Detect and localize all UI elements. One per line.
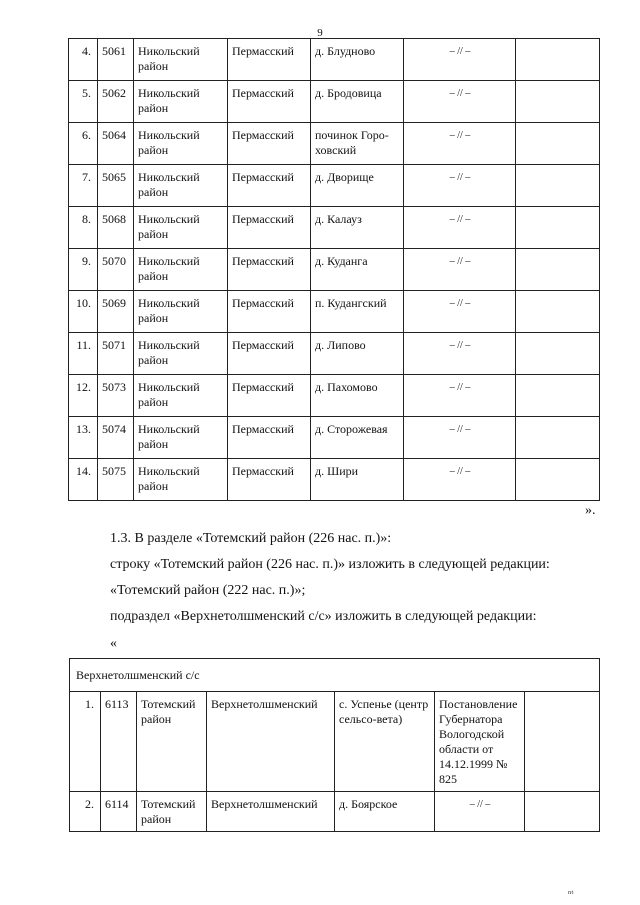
table-row (69, 81, 600, 123)
council-name: Пермасский (228, 333, 311, 375)
district-name: Никольский район (134, 207, 228, 249)
district-name: Никольский район (134, 39, 228, 81)
legal-basis: – // – (404, 333, 516, 375)
amendment-line-1: 1.3. В разделе «Тотемский район (226 нас. п.)»: (110, 531, 392, 546)
row-number: 12. (69, 375, 98, 417)
table-row (69, 333, 600, 375)
table-row (69, 39, 600, 81)
settlement-code: 5074 (98, 417, 134, 459)
table-row (70, 692, 600, 792)
council-name: Пермасский (228, 249, 311, 291)
settlement-name: починок Горо-ховский (311, 123, 404, 165)
legal-basis: – // – (404, 81, 516, 123)
council-name: Пермасский (228, 417, 311, 459)
settlement-name: д. Сторожевая (311, 417, 404, 459)
empty-cell (516, 207, 600, 249)
empty-cell (516, 459, 600, 501)
empty-cell (516, 249, 600, 291)
council-name: Верхнетолшменский (207, 692, 335, 792)
settlements-table-nikolsky (68, 38, 600, 501)
district-name: Никольский район (134, 459, 228, 501)
settlement-code: 5064 (98, 123, 134, 165)
open-quote: « (110, 636, 117, 651)
council-name: Пермасский (228, 375, 311, 417)
table-row (69, 291, 600, 333)
row-number: 11. (69, 333, 98, 375)
row-number: 6. (69, 123, 98, 165)
legal-basis: – // – (404, 249, 516, 291)
settlement-code: 5069 (98, 291, 134, 333)
empty-cell (516, 375, 600, 417)
settlement-name: д. Липово (311, 333, 404, 375)
amendment-line-4: подраздел «Верхнетолшменский с/с» изложить в следующей редакции: (110, 609, 537, 624)
settlement-name: с. Успенье (центр сельсо-вета) (335, 692, 435, 792)
settlement-code: 5061 (98, 39, 134, 81)
council-name: Пермасский (228, 165, 311, 207)
row-number: 10. (69, 291, 98, 333)
empty-cell (516, 165, 600, 207)
table-row (69, 459, 600, 501)
district-name: Тотемский район (137, 792, 207, 832)
table-row (69, 375, 600, 417)
legal-basis: – // – (404, 207, 516, 249)
row-number: 2. (70, 792, 101, 832)
legal-basis: – // – (404, 459, 516, 501)
row-number: 4. (69, 39, 98, 81)
settlements-table-totemsky (69, 658, 600, 832)
settlement-code: 5073 (98, 375, 134, 417)
legal-basis: – // – (404, 39, 516, 81)
table-row (70, 792, 600, 832)
corner-mark: n⁄ı (568, 890, 574, 896)
settlement-name: д. Блудново (311, 39, 404, 81)
section-header-row (70, 659, 600, 692)
page-number: 9 (317, 27, 323, 39)
legal-basis: – // – (404, 123, 516, 165)
district-name: Никольский район (134, 291, 228, 333)
council-name: Пермасский (228, 81, 311, 123)
legal-basis: – // – (404, 375, 516, 417)
settlement-name: п. Кудангский (311, 291, 404, 333)
settlement-name: д. Пахомово (311, 375, 404, 417)
district-name: Никольский район (134, 249, 228, 291)
empty-cell (525, 792, 600, 832)
district-name: Никольский район (134, 81, 228, 123)
table-row (69, 165, 600, 207)
table-row (69, 123, 600, 165)
council-name: Пермасский (228, 39, 311, 81)
settlement-code: 6113 (101, 692, 137, 792)
settlement-name: д. Шири (311, 459, 404, 501)
table-row (69, 417, 600, 459)
settlement-code: 5070 (98, 249, 134, 291)
settlement-name: д. Боярское (335, 792, 435, 832)
row-number: 14. (69, 459, 98, 501)
row-number: 7. (69, 165, 98, 207)
row-number: 1. (70, 692, 101, 792)
row-number: 8. (69, 207, 98, 249)
empty-cell (516, 291, 600, 333)
district-name: Никольский район (134, 123, 228, 165)
closing-quote: ». (585, 503, 596, 518)
settlement-name: д. Калауз (311, 207, 404, 249)
row-number: 13. (69, 417, 98, 459)
amendment-line-2: строку «Тотемский район (226 нас. п.)» изложить в следующей редакции: (110, 557, 550, 572)
district-name: Никольский район (134, 333, 228, 375)
settlement-code: 5071 (98, 333, 134, 375)
district-name: Никольский район (134, 375, 228, 417)
settlement-code: 5062 (98, 81, 134, 123)
district-name: Тотемский район (137, 692, 207, 792)
council-name: Пермасский (228, 207, 311, 249)
empty-cell (516, 123, 600, 165)
table-row (69, 249, 600, 291)
legal-basis: – // – (404, 165, 516, 207)
row-number: 5. (69, 81, 98, 123)
legal-basis: Постановление Губернатора Вологодской области от 14.12.1999 № 825 (435, 692, 525, 792)
empty-cell (516, 333, 600, 375)
council-name: Пермасский (228, 123, 311, 165)
row-number: 9. (69, 249, 98, 291)
empty-cell (516, 81, 600, 123)
council-name: Пермасский (228, 459, 311, 501)
legal-basis: – // – (404, 417, 516, 459)
settlement-name: д. Бродовица (311, 81, 404, 123)
settlement-code: 6114 (101, 792, 137, 832)
council-name: Пермасский (228, 291, 311, 333)
legal-basis: – // – (404, 291, 516, 333)
settlement-code: 5065 (98, 165, 134, 207)
empty-cell (516, 417, 600, 459)
empty-cell (525, 692, 600, 792)
legal-basis: – // – (435, 792, 525, 832)
amendment-line-3: «Тотемский район (222 нас. п.)»; (110, 583, 306, 598)
table-row (69, 207, 600, 249)
settlement-code: 5068 (98, 207, 134, 249)
settlement-name: д. Дворище (311, 165, 404, 207)
section-header: Верхнетолшменский с/с (70, 659, 600, 692)
council-name: Верхнетолшменский (207, 792, 335, 832)
settlement-code: 5075 (98, 459, 134, 501)
district-name: Никольский район (134, 417, 228, 459)
settlement-name: д. Куданга (311, 249, 404, 291)
empty-cell (516, 39, 600, 81)
district-name: Никольский район (134, 165, 228, 207)
